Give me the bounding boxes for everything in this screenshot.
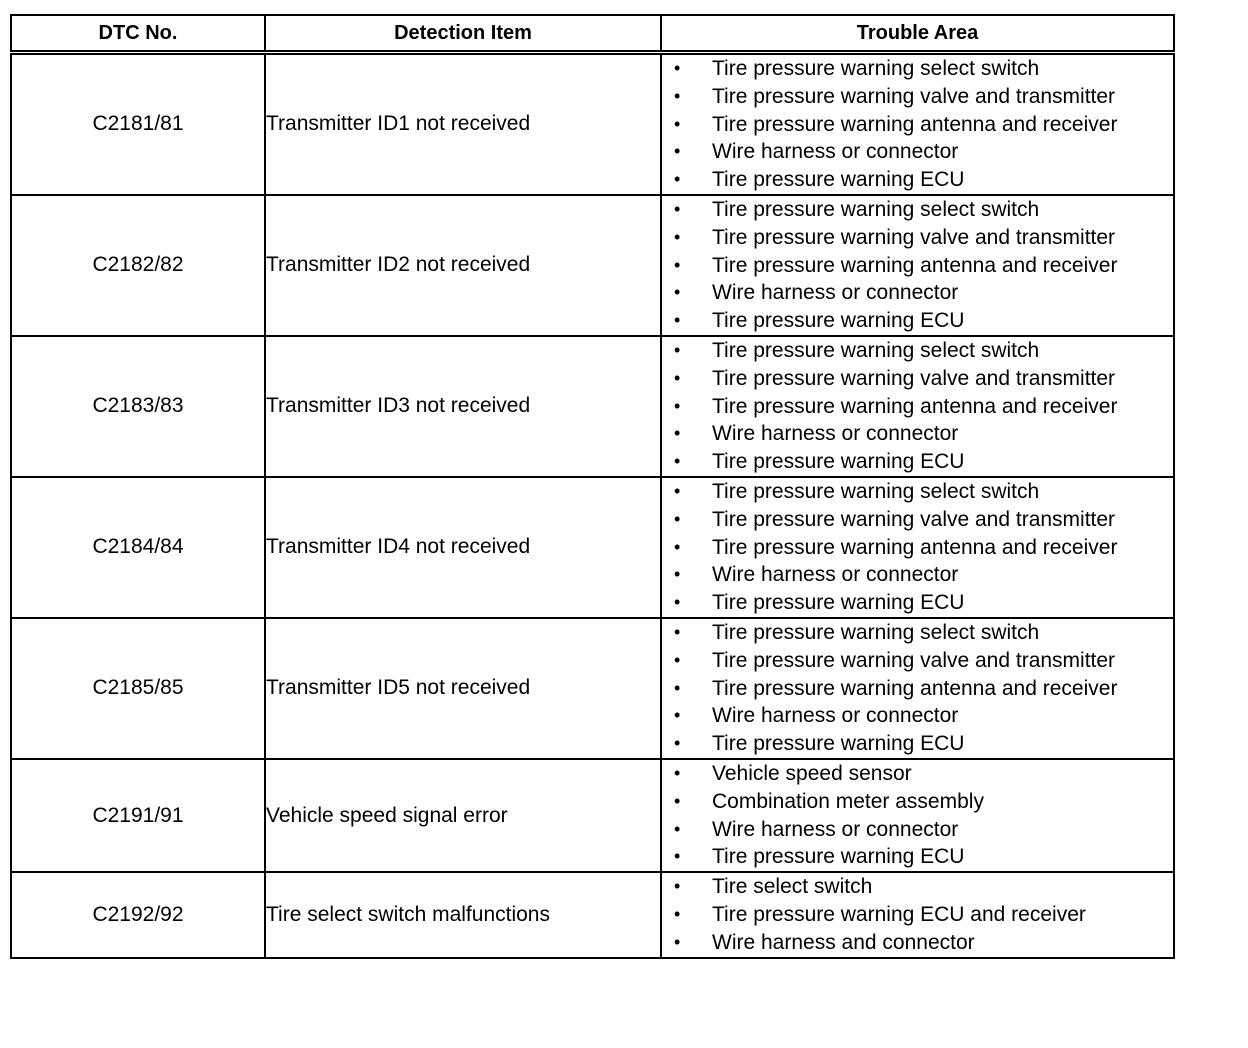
list-item xyxy=(662,252,1173,280)
list-item xyxy=(662,365,1173,393)
list-item xyxy=(662,929,1173,957)
trouble-area-list xyxy=(662,619,1173,758)
bullet-icon: • xyxy=(674,790,681,811)
bullet-icon: • xyxy=(674,621,681,642)
bullet-icon: • xyxy=(674,677,681,698)
trouble-area-text: Tire pressure warning select switch xyxy=(712,57,1040,80)
bullet-icon: • xyxy=(674,649,681,670)
table-row xyxy=(11,53,1174,195)
bullet-icon: • xyxy=(674,480,681,501)
table-row xyxy=(11,618,1174,759)
detection-item: Transmitter ID5 not received xyxy=(265,618,661,759)
bullet-icon: • xyxy=(674,423,681,444)
bullet-icon: • xyxy=(674,876,681,897)
bullet-icon: • xyxy=(674,733,681,754)
dtc-code: C2183/83 xyxy=(11,336,265,477)
trouble-area-text: Tire pressure warning antenna and receiver xyxy=(712,112,1118,136)
list-item xyxy=(662,730,1173,758)
dtc-code: C2184/84 xyxy=(11,477,265,618)
trouble-area-text: Tire pressure warning select switch xyxy=(712,620,1040,644)
bullet-icon: • xyxy=(674,592,681,613)
trouble-area-text: Tire pressure warning valve and transmitter xyxy=(712,84,1116,108)
list-item xyxy=(662,393,1173,421)
list-item xyxy=(662,589,1173,617)
trouble-area-cell xyxy=(661,195,1174,336)
list-item xyxy=(662,55,1173,83)
list-item xyxy=(662,196,1173,224)
dtc-table xyxy=(10,14,1175,959)
table-body xyxy=(11,53,1174,958)
detection-item: Tire select switch malfunctions xyxy=(265,872,661,957)
trouble-area-text: Wire harness or connector xyxy=(712,704,959,728)
bullet-icon: • xyxy=(674,339,681,360)
header-dtc-no: DTC No. xyxy=(11,15,265,53)
header-row xyxy=(11,15,1174,53)
trouble-area-list xyxy=(662,337,1173,476)
dtc-code: C2185/85 xyxy=(11,618,265,759)
list-item xyxy=(662,279,1173,307)
trouble-area-text: Tire pressure warning select switch xyxy=(712,197,1040,221)
trouble-area-text: Tire select switch xyxy=(712,875,873,899)
bullet-icon: • xyxy=(674,282,681,303)
table-row xyxy=(11,872,1174,957)
bullet-icon: • xyxy=(674,85,681,106)
trouble-area-text: Wire harness or connector xyxy=(712,817,959,841)
trouble-area-text: Wire harness or connector xyxy=(712,281,959,305)
list-item xyxy=(662,619,1173,647)
dtc-code: C2191/91 xyxy=(11,759,265,872)
header-trouble-area: Trouble Area xyxy=(661,15,1174,53)
trouble-area-text: Tire pressure warning valve and transmitter xyxy=(712,225,1116,249)
list-item xyxy=(662,506,1173,534)
detection-item: Transmitter ID1 not received xyxy=(265,53,661,195)
trouble-area-text: Tire pressure warning valve and transmitter xyxy=(712,366,1116,390)
bullet-icon: • xyxy=(674,113,681,134)
trouble-area-cell xyxy=(661,477,1174,618)
detection-item: Transmitter ID4 not received xyxy=(265,477,661,618)
list-item xyxy=(662,224,1173,252)
bullet-icon: • xyxy=(674,536,681,557)
list-item xyxy=(662,788,1173,816)
list-item xyxy=(662,561,1173,589)
list-item xyxy=(662,166,1173,194)
trouble-area-text: Tire pressure warning select switch xyxy=(712,338,1040,362)
list-item xyxy=(662,647,1173,675)
table-row xyxy=(11,477,1174,618)
bullet-icon: • xyxy=(674,705,681,726)
dtc-code: C2182/82 xyxy=(11,195,265,336)
detection-item: Vehicle speed signal error xyxy=(265,759,661,872)
trouble-area-text: Tire pressure warning ECU xyxy=(712,732,965,756)
trouble-area-text: Tire pressure warning antenna and receiver xyxy=(712,676,1118,700)
bullet-icon: • xyxy=(674,198,681,219)
trouble-area-text: Tire pressure warning antenna and receiver xyxy=(712,253,1118,277)
trouble-area-text: Combination meter assembly xyxy=(712,789,984,813)
trouble-area-list xyxy=(662,873,1173,956)
list-item xyxy=(662,448,1173,476)
list-item xyxy=(662,843,1173,871)
table-row xyxy=(11,759,1174,872)
bullet-icon: • xyxy=(674,310,681,331)
detection-item: Transmitter ID2 not received xyxy=(265,195,661,336)
trouble-area-text: Tire pressure warning select switch xyxy=(712,479,1040,503)
trouble-area-text: Tire pressure warning antenna and receiver xyxy=(712,394,1118,418)
trouble-area-text: Tire pressure warning valve and transmitter xyxy=(712,507,1116,531)
trouble-area-text: Tire pressure warning ECU and receiver xyxy=(712,902,1086,926)
bullet-icon: • xyxy=(674,818,681,839)
list-item xyxy=(662,675,1173,703)
trouble-area-cell xyxy=(661,759,1174,872)
trouble-area-text: Wire harness or connector xyxy=(712,422,959,446)
bullet-icon: • xyxy=(674,931,681,952)
list-item xyxy=(662,138,1173,166)
bullet-icon: • xyxy=(674,169,681,190)
trouble-area-text: Vehicle speed sensor xyxy=(712,761,912,785)
trouble-area-text: Wire harness and connector xyxy=(712,930,975,954)
trouble-area-text: Tire pressure warning ECU xyxy=(712,591,965,615)
list-item xyxy=(662,83,1173,111)
list-item xyxy=(662,478,1173,506)
trouble-area-cell xyxy=(661,336,1174,477)
trouble-area-text: Tire pressure warning ECU xyxy=(712,450,965,474)
trouble-area-list xyxy=(662,196,1173,335)
table-row xyxy=(11,336,1174,477)
trouble-area-cell xyxy=(661,53,1174,195)
list-item xyxy=(662,111,1173,139)
bullet-icon: • xyxy=(674,846,681,867)
trouble-area-cell xyxy=(661,872,1174,957)
trouble-area-list xyxy=(662,478,1173,617)
list-item xyxy=(662,337,1173,365)
bullet-icon: • xyxy=(674,508,681,529)
dtc-code: C2181/81 xyxy=(11,53,265,195)
list-item xyxy=(662,873,1173,901)
bullet-icon: • xyxy=(674,903,681,924)
trouble-area-text: Tire pressure warning ECU xyxy=(712,168,965,192)
bullet-icon: • xyxy=(674,254,681,275)
bullet-icon: • xyxy=(674,141,681,162)
header-detection-item: Detection Item xyxy=(265,15,661,53)
dtc-code: C2192/92 xyxy=(11,872,265,957)
trouble-area-text: Tire pressure warning antenna and receiver xyxy=(712,535,1118,559)
list-item xyxy=(662,307,1173,335)
trouble-area-text: Tire pressure warning ECU xyxy=(712,309,965,333)
list-item xyxy=(662,420,1173,448)
trouble-area-list xyxy=(662,760,1173,871)
bullet-icon: • xyxy=(674,367,681,388)
list-item xyxy=(662,816,1173,844)
trouble-area-list xyxy=(662,55,1173,194)
bullet-icon: • xyxy=(674,226,681,247)
detection-item: Transmitter ID3 not received xyxy=(265,336,661,477)
table-row xyxy=(11,195,1174,336)
bullet-icon: • xyxy=(674,58,681,78)
bullet-icon: • xyxy=(674,762,681,783)
list-item xyxy=(662,534,1173,562)
bullet-icon: • xyxy=(674,395,681,416)
list-item xyxy=(662,760,1173,788)
trouble-area-text: Tire pressure warning ECU xyxy=(712,845,965,869)
list-item xyxy=(662,702,1173,730)
trouble-area-text: Wire harness or connector xyxy=(712,140,959,164)
bullet-icon: • xyxy=(674,564,681,585)
bullet-icon: • xyxy=(674,451,681,472)
trouble-area-cell xyxy=(661,618,1174,759)
trouble-area-text: Tire pressure warning valve and transmitter xyxy=(712,648,1116,672)
trouble-area-text: Wire harness or connector xyxy=(712,563,959,587)
list-item xyxy=(662,901,1173,929)
